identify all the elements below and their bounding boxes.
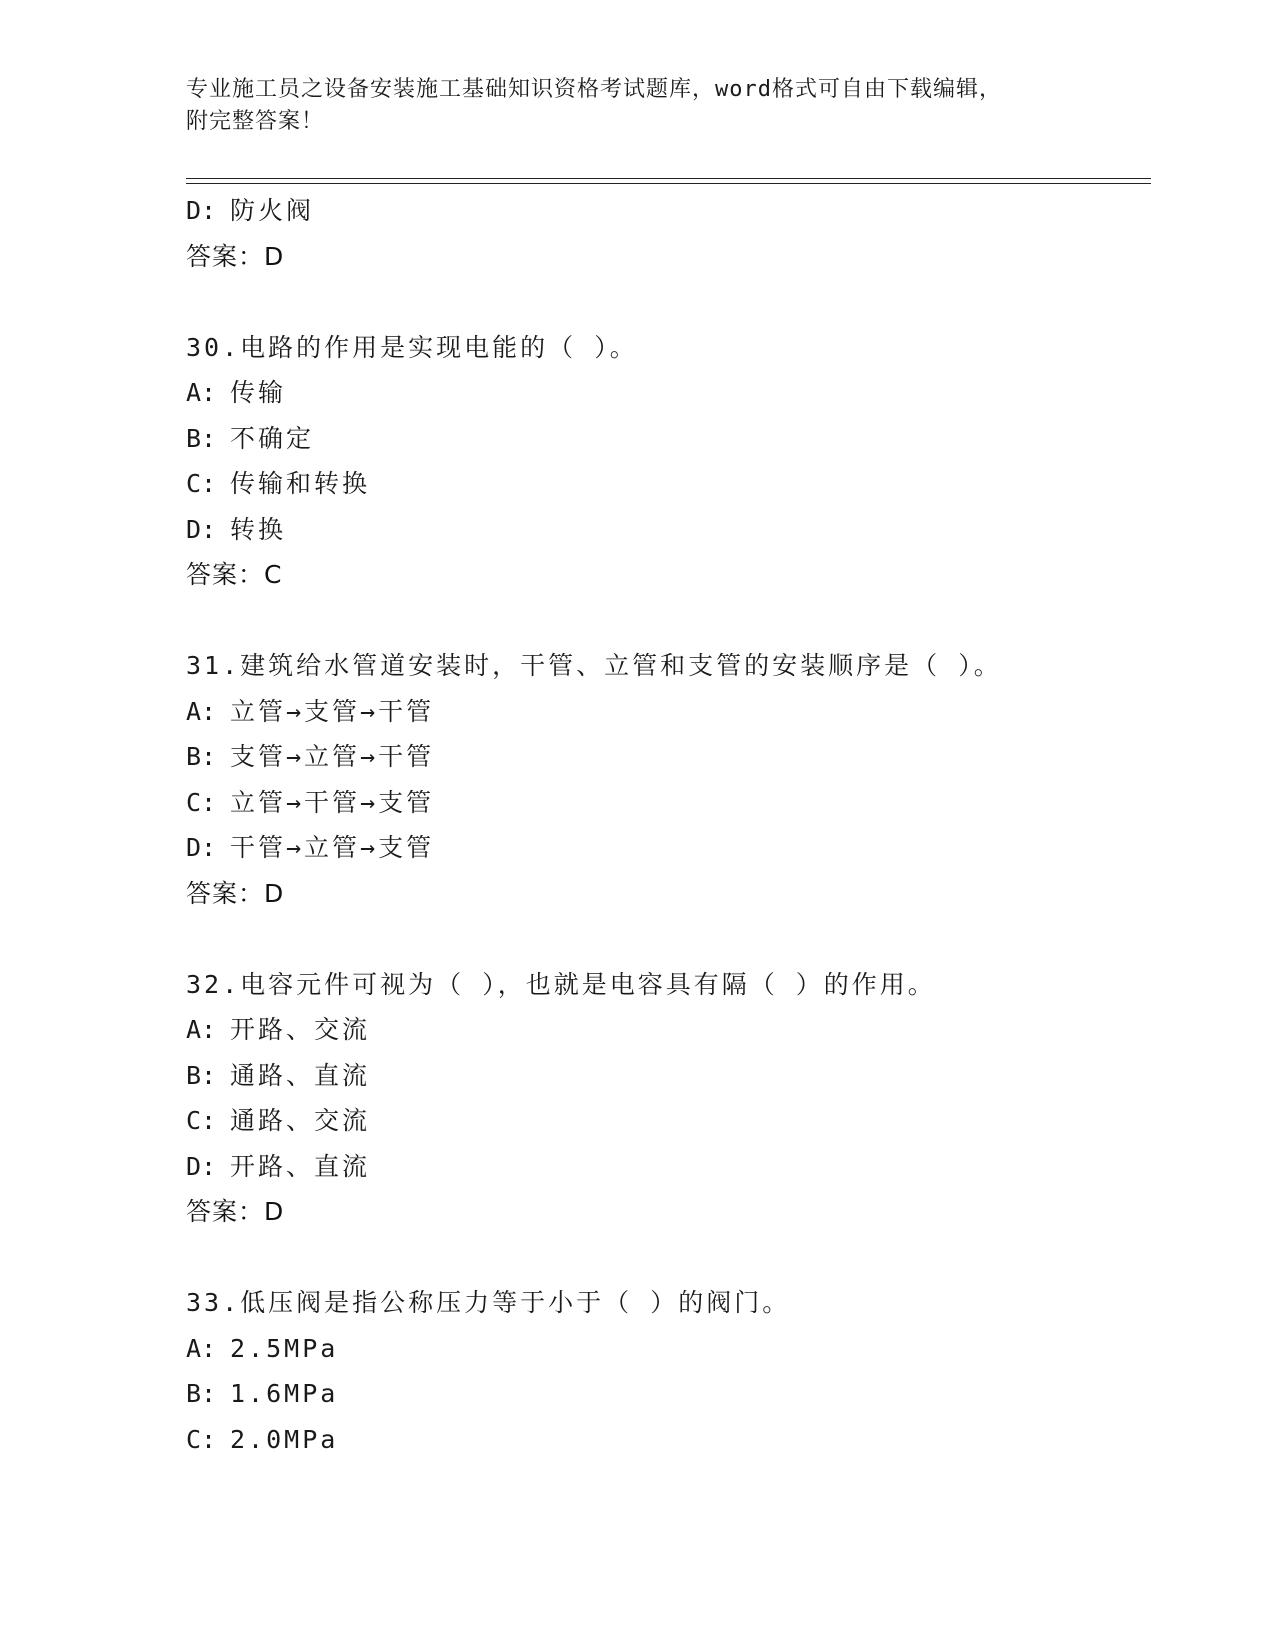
option-line (186, 416, 1151, 462)
option-key: B: (186, 742, 217, 771)
option-text: 干管→立管→支管 (230, 833, 435, 862)
option-text: 不确定 (230, 423, 315, 453)
document-body (186, 188, 1151, 1462)
option-line (186, 780, 1151, 826)
option-key: B: (186, 1379, 217, 1408)
spacer (186, 598, 1151, 644)
spacer (186, 916, 1151, 962)
option-text: 立管→干管→支管 (230, 787, 435, 817)
option-line (186, 188, 1151, 234)
question-stem: 32.电容元件可视为（ ），也就是电容具有隔（ ）的作用。 (186, 969, 936, 999)
option-text: 2.0MPa (230, 1424, 339, 1454)
option-line (186, 1007, 1151, 1053)
option-line (186, 689, 1151, 735)
option-text: 转换 (230, 514, 287, 544)
answer-line: 答案：D (186, 878, 285, 908)
option-key: D: (186, 1151, 217, 1181)
option-key: D: (186, 833, 217, 862)
answer-line: 答案：D (186, 241, 285, 271)
option-text: 立管→支管→干管 (230, 696, 435, 726)
option-line (186, 1144, 1151, 1190)
spacer (186, 1235, 1151, 1281)
option-key: C: (186, 1424, 217, 1454)
option-text: 通路、直流 (230, 1060, 371, 1090)
answer-line: 答案：D (186, 1197, 285, 1226)
option-key: B: (186, 423, 217, 453)
option-text: 防火阀 (230, 196, 315, 225)
header-divider-bottom (186, 183, 1151, 184)
option-text: 开路、直流 (230, 1151, 371, 1181)
option-line (186, 1326, 1151, 1372)
option-text: 1.6MPa (230, 1379, 339, 1408)
option-line (186, 734, 1151, 780)
option-key: A: (186, 1333, 217, 1363)
option-key: A: (186, 378, 217, 407)
option-key: C: (186, 787, 217, 817)
option-line (186, 507, 1151, 553)
document-header (186, 74, 1086, 138)
option-line (186, 825, 1151, 871)
question-stem: 30.电路的作用是实现电能的（ ）。 (186, 332, 638, 362)
option-text: 传输和转换 (230, 469, 371, 498)
option-line (186, 1371, 1151, 1417)
option-line (186, 1053, 1151, 1099)
option-line (186, 1098, 1151, 1144)
option-line (186, 1417, 1151, 1463)
option-line (186, 370, 1151, 416)
option-key: C: (186, 469, 217, 498)
spacer (186, 279, 1151, 325)
option-line (186, 461, 1151, 507)
option-key: D: (186, 196, 217, 225)
option-text: 开路、交流 (230, 1015, 371, 1044)
answer-line: 答案：C (186, 560, 283, 589)
header-divider-top (186, 178, 1151, 179)
question-stem: 31.建筑给水管道安装时，干管、立管和支管的安装顺序是（ ）。 (186, 651, 1002, 680)
header-line-1: 专业施工员之设备安装施工基础知识资格考试题库，word格式可自由下载编辑， (186, 77, 1002, 102)
option-key: C: (186, 1106, 217, 1135)
option-key: B: (186, 1060, 217, 1090)
option-key: A: (186, 1015, 217, 1044)
question-stem: 33.低压阀是指公称压力等于小于（ ）的阀门。 (186, 1288, 791, 1317)
option-text: 通路、交流 (230, 1106, 371, 1135)
option-text: 传输 (230, 378, 287, 407)
header-line-2: 附完整答案！ (186, 109, 325, 134)
option-key: D: (186, 514, 217, 544)
option-key: A: (186, 696, 217, 726)
option-text: 2.5MPa (230, 1333, 339, 1363)
option-text: 支管→立管→干管 (230, 742, 435, 771)
